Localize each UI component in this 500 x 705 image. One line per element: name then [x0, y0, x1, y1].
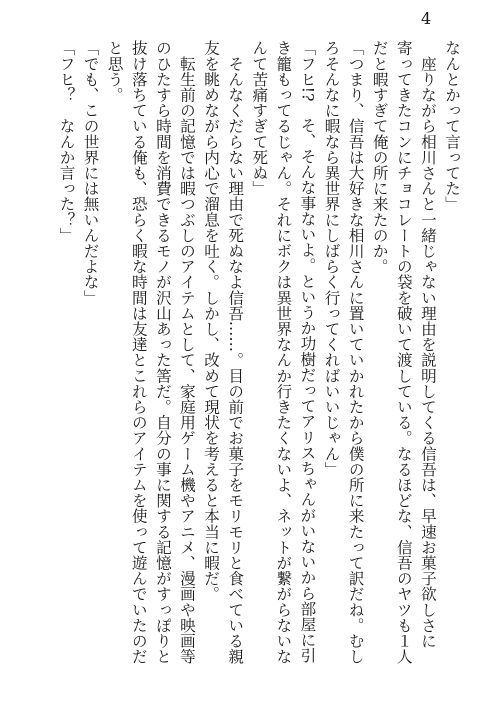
text-line: 抜け落ちている俺も、恐らく暇な時間は友達とこれらのアイテムを使って遊んでいたのだ [129, 40, 148, 664]
text-line: 座りながら相川さんと一緒じゃない理由を説明してくる信吾は、早速お菓子欲しさに [418, 40, 437, 649]
text-line: なんとかって言ってた」 [443, 40, 461, 212]
text-line: と思う。 [105, 40, 124, 103]
text-line: 転生前の記憶では暇つぶしのアイテムとして、家庭用ゲーム機やアニメ、漫画や映画等 [177, 40, 196, 664]
text-line: だと暇すぎて俺の所に来たのか。 [370, 40, 389, 274]
text-line: き籠もってるじゃん。それにボクは異世界なんか行きたくないよ、ネットが繋がらないな [274, 40, 293, 664]
text-line: 「フヒ？ なんか言った？」 [57, 40, 76, 243]
page-number: 4 [421, 9, 432, 28]
text-line: ろそんなに暇なら異世界にしばらく行ってくればいいじゃん」 [322, 40, 341, 477]
text-line: 「つまり、信吾は大好きな相川さんに置いていかれたから僕の所に来たって訳だね。むし [346, 40, 365, 664]
text-line: のひたすら時間を消費できるモノが沢山あった筈だ。自分の事に関する記憶がすっぽりと [153, 40, 172, 664]
vertical-body-text [54, 40, 464, 680]
text-line: 「でも、この世界には無いんだよな」 [81, 40, 100, 306]
text-line: そんなくだらない理由で死ぬなよ信吾……。目の前でお菓子をモリモリと食べている親 [226, 40, 245, 664]
text-line: んて苦痛すぎて死ぬ」 [250, 40, 269, 196]
text-line: 「フヒ!? そ、そんな事ないよ。というか功樹だってアリスちゃんがいないから部屋に引 [298, 40, 317, 664]
text-line: 友を眺めながら内心で溜息を吐く。しかし、改めて現状を考えると本当に暇だ。 [202, 40, 221, 602]
text-line: 寄ってきたコンにチョコレートの袋を破いて渡している。なるほどな、信吾のヤツも１人 [394, 40, 413, 664]
